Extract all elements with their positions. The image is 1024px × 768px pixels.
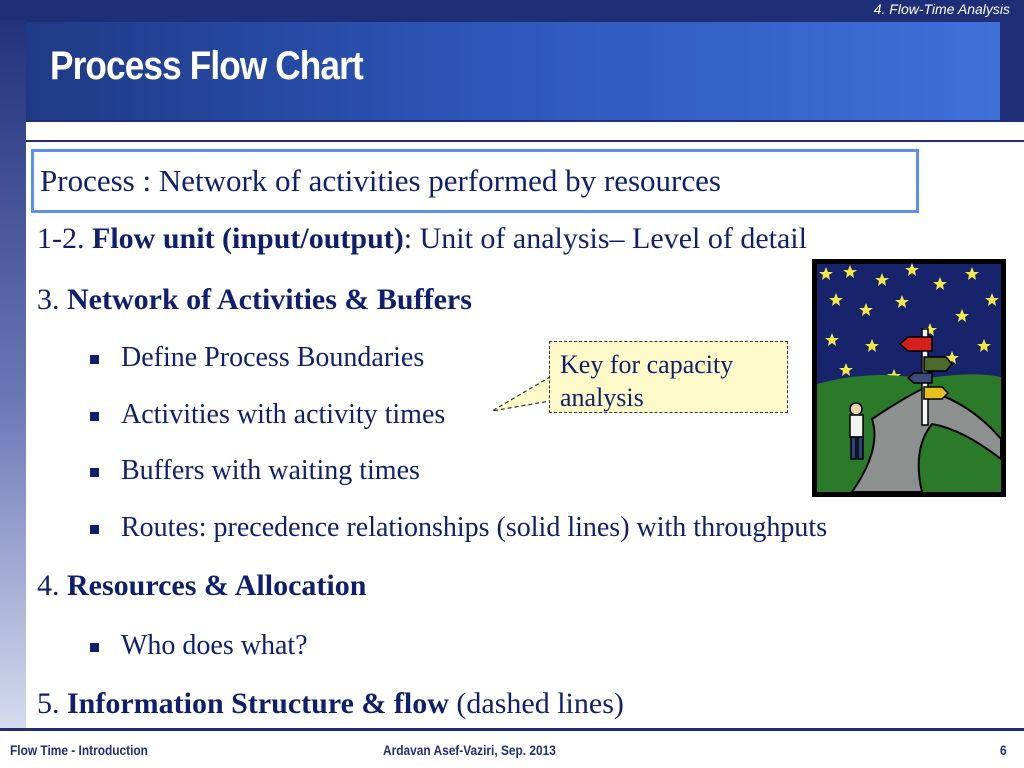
definition-text: Process : Network of activities performed by resources bbox=[40, 163, 721, 198]
item-prefix: 3. bbox=[37, 283, 67, 316]
definition-box bbox=[31, 149, 919, 213]
item-bold: Resources & Allocation bbox=[67, 569, 367, 602]
item-network bbox=[37, 283, 472, 317]
crossroads-signpost-icon bbox=[812, 259, 1006, 497]
item-bold: Flow unit (input/output) bbox=[92, 222, 404, 255]
item-prefix: 1-2. bbox=[37, 222, 92, 255]
item-rest: (dashed lines) bbox=[448, 687, 624, 720]
item-bold: Information Structure & flow bbox=[67, 687, 449, 720]
capacity-callout bbox=[549, 341, 788, 413]
bullet-activities: Activities with activity times bbox=[121, 399, 446, 430]
bullet-define-boundaries: Define Process Boundaries bbox=[121, 342, 425, 373]
item-information bbox=[37, 687, 624, 721]
footer-course: Flow Time - Introduction bbox=[10, 742, 148, 758]
bullet-who-does-what: Who does what? bbox=[121, 630, 308, 661]
item-flow-unit bbox=[37, 222, 807, 256]
left-gradient-band bbox=[0, 0, 26, 728]
bullet-marker bbox=[90, 468, 99, 477]
bullet-routes: Routes: precedence relationships (solid lines) with throughputs bbox=[121, 512, 828, 543]
top-strip bbox=[0, 0, 1024, 20]
item-prefix: 4. bbox=[37, 569, 67, 602]
item-bold: Network of Activities & Buffers bbox=[67, 283, 472, 316]
section-tag: 4. Flow-Time Analysis bbox=[873, 1, 1010, 17]
bullet-marker bbox=[90, 355, 99, 364]
callout-text: Key for capacity analysis bbox=[560, 350, 734, 412]
header-divider bbox=[26, 140, 1024, 142]
footer-divider bbox=[0, 728, 1024, 731]
item-resources bbox=[37, 569, 366, 603]
item-rest: : Unit of analysis– Level of detail bbox=[403, 222, 807, 255]
bullet-marker bbox=[90, 525, 99, 534]
bullet-marker bbox=[90, 643, 99, 652]
bullet-buffers: Buffers with waiting times bbox=[121, 455, 420, 486]
bullet-marker bbox=[90, 412, 99, 421]
footer-author-date: Ardavan Asef-Vaziri, Sep. 2013 bbox=[383, 742, 556, 758]
callout-pointer bbox=[490, 375, 552, 415]
page-number: 6 bbox=[1000, 742, 1007, 758]
item-prefix: 5. bbox=[37, 687, 67, 720]
slide-title: Process Flow Chart bbox=[50, 44, 363, 88]
